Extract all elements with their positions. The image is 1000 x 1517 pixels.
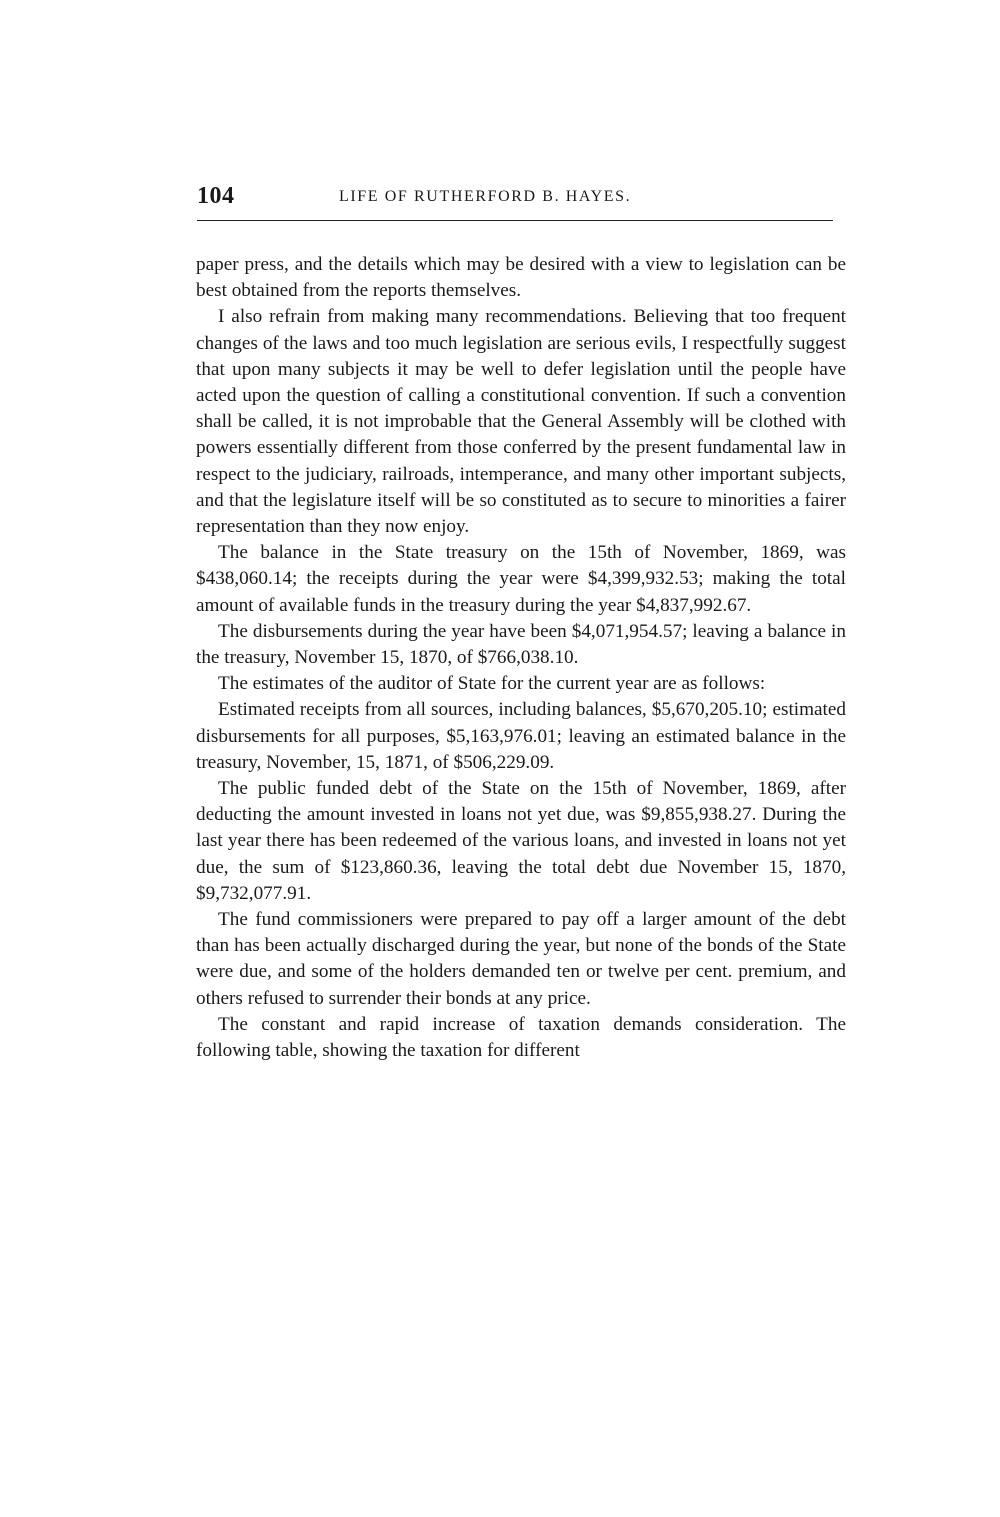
paragraph: The constant and rapid increase of taxation demands consideration. The following table, showing the taxation for different <box>196 1013 846 1062</box>
page-number: 104 <box>197 183 235 209</box>
paragraph: The public funded debt of the State on the 15th of November, 1869, after deducting the amount invested in loans not yet due, was $9,855,938.27. During the last year there has been redeemed of the various loans, and invested in loans not yet due, the sum of $123,860.36, leaving the total debt due November 15, 1870, $9,732,077.91. <box>196 778 846 904</box>
running-title: LIFE OF RUTHERFORD B. HAYES. <box>339 188 632 205</box>
paragraph: The fund commissioners were prepared to pay off a larger amount of the debt than has been actually discharged during the year, but none of the bonds of the State were due, and some of the holders demanded ten or twelve per cent. premium, and others refused to surrender their bonds at any price. <box>196 909 846 1009</box>
paragraph: The disbursements during the year have been $4,071,954.57; leaving a balance in the treasury, November 15, 1870, of $766,038.10. <box>196 620 846 669</box>
paragraph: paper press, and the details which may be desired with a view to legislation can be best obtained from the reports themselves. <box>196 254 846 302</box>
header-rule <box>197 220 833 221</box>
running-head <box>197 183 837 213</box>
paragraph: The balance in the State treasury on the 15th of November, 1869, was $438,060.14; the receipts during the year were $4,399,932.53; making the total amount of available funds in the treasury during the year $4,837,992.67. <box>196 542 846 616</box>
paragraph: The estimates of the auditor of State for the current year are as follows: <box>218 673 766 695</box>
paragraph: I also refrain from making many recommendations. Believing that too frequent changes of the laws and too much legislation are serious evils, I respectfully suggest that upon many subjects it may be well to defer legislation until the people have acted upon the question of calling a constitutional convention. If such a convention shall be called, it is not improbable that the General Assembly will be clothed with powers essentially different from those conferred by the present fundamental law in respect to the judiciary, railroads, intemperance, and many other important subjects, and that the legislature itself will be so constituted as to secure to minorities a fairer representation than they now enjoy. <box>196 306 846 538</box>
body-text <box>196 252 846 1064</box>
paragraph: Estimated receipts from all sources, including balances, $5,670,205.10; estimated disbursements for all purposes, $5,163,976.01; leaving an estimated balance in the treasury, November, 15, 1871, of $506,229.09. <box>196 699 846 773</box>
